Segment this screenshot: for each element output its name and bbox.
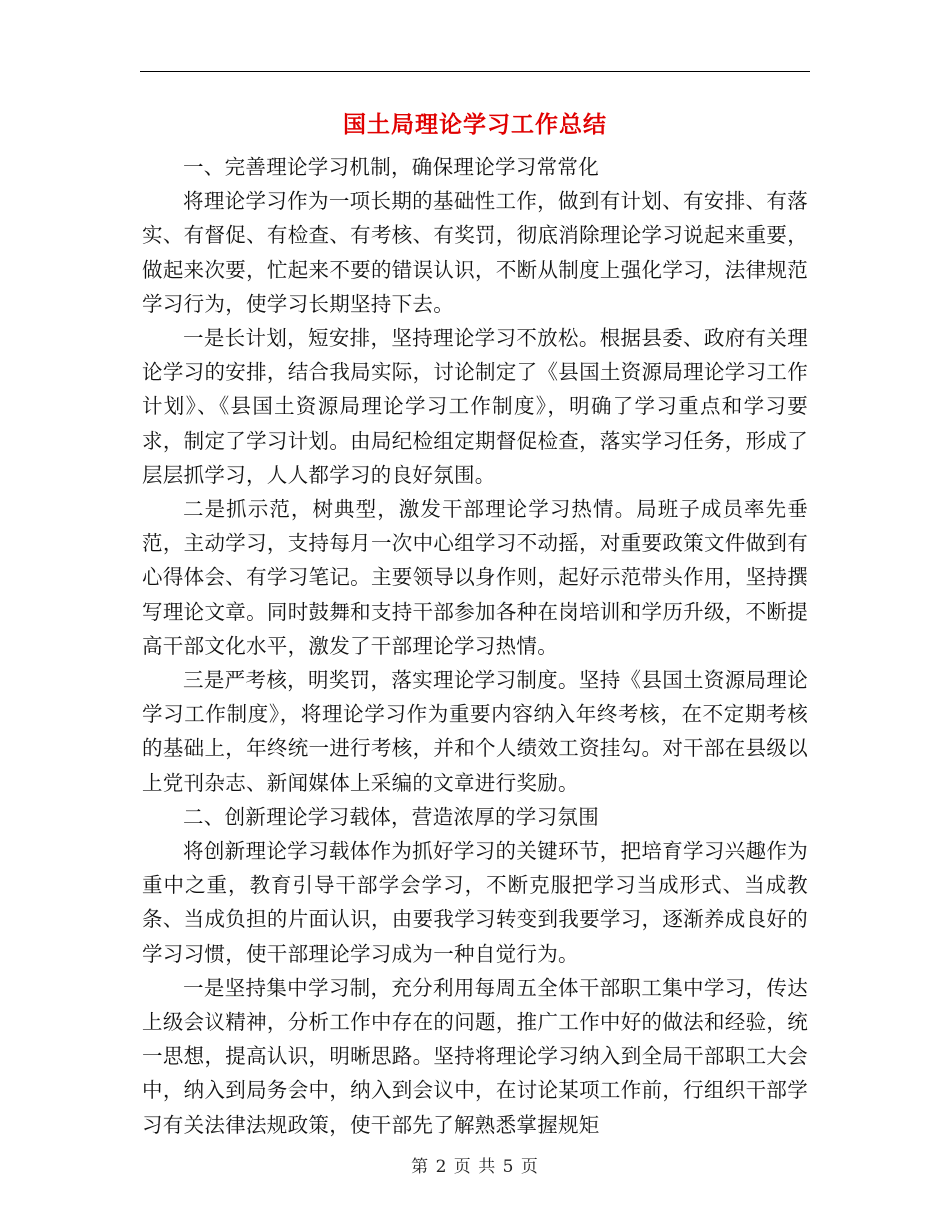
- paragraph: 一是长计划，短安排，坚持理论学习不放松。根据县委、政府有关理论学习的安排，结合我局实际，讨论制定了《县国土资源局理论学习工作计划》、《县国土资源局理论学习工作制度》，明确了学习重点和学习要求，制定了学习计划。由局纪检组定期督促检查，落实学习任务，形成了层层抓学习，人人都学习的良好氛围。: [142, 326, 808, 487]
- page-number-footer: 第 2 页 共 5 页: [411, 1157, 539, 1177]
- paragraph: 一是坚持集中学习制，充分利用每周五全体干部职工集中学习，传达上级会议精神，分析工作中存在的问题，推广工作中好的做法和经验，统一思想，提高认识，明晰思路。坚持将理论学习纳入到全局干部职工大会中，纳入到局务会中，纳入到会议中，在讨论某项工作前，行组织干部学习有关法律法规政策，使干部先了解熟悉掌握规矩: [142, 975, 808, 1137]
- document-body: [142, 150, 808, 1142]
- paragraph: 将创新理论学习载体作为抓好学习的关键环节，把培育学习兴趣作为重中之重，教育引导干部学会学习，不断克服把学习当成形式、当成教条、当成负担的片面认识，由要我学习转变到我要学习，逐渐养成良好的学习习惯，使干部理论学习成为一种自觉行为。: [142, 839, 808, 966]
- section-heading-1: 一、完善理论学习机制，确保理论学习常常化: [183, 155, 599, 179]
- paragraph: 二是抓示范，树典型，激发干部理论学习热情。局班子成员率先垂范，主动学习，支持每月一次中心组学习不动摇，对重要政策文件做到有心得体会、有学习笔记。主要领导以身作则，起好示范带头作用，坚持撰写理论文章。同时鼓舞和支持干部参加各种在岗培训和学历升级，不断提高干部文化水平，激发了干部理论学习热情。: [142, 497, 808, 658]
- paragraph: 三是严考核，明奖罚，落实理论学习制度。坚持《县国土资源局理论学习工作制度》，将理论学习作为重要内容纳入年终考核，在不定期考核的基础上，年终统一进行考核，并和个人绩效工资挂勾。对干部在县级以上党刊杂志、新闻媒体上采编的文章进行奖励。: [142, 668, 808, 795]
- header-rule: [140, 71, 810, 72]
- document-title: 国土局理论学习工作总结: [343, 111, 607, 138]
- paragraph: 将理论学习作为一项长期的基础性工作，做到有计划、有安排、有落实、有督促、有检查、有考核、有奖罚，彻底消除理论学习说起来重要，做起来次要，忙起来不要的错误认识，不断从制度上强化学习，法律规范学习行为，使学习长期坚持下去。: [142, 189, 808, 316]
- section-heading-2: 二、创新理论学习载体，营造浓厚的学习氛围: [183, 804, 599, 829]
